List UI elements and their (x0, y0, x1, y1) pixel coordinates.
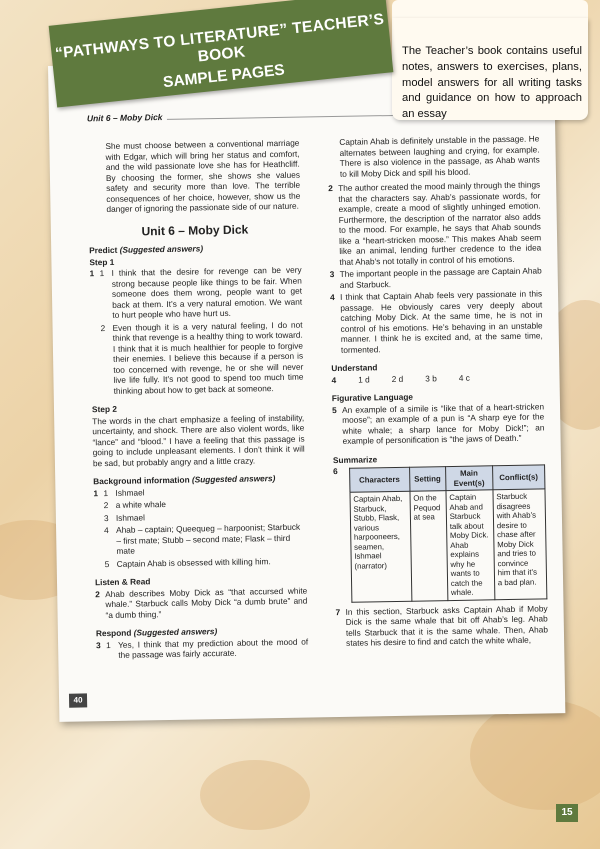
figurative-heading: Figurative Language (331, 391, 414, 404)
item-number: 5 (104, 558, 110, 569)
summarize-block (333, 462, 547, 606)
table-cell: Captain Ahab and Starbuck talk about Moby Dick. Ahab explains why he wants to catch the whale. (446, 490, 495, 600)
understand-answer: 1 d (358, 373, 370, 385)
background-sub: (Suggested answers) (191, 473, 276, 485)
background-item (94, 522, 307, 557)
page-number-right: 15 (556, 804, 578, 822)
banner-title: “PATHWAYS TO LITERATURE” TEACHER’S BOOK (54, 10, 385, 66)
description-note: The Teacher’s book contains useful notes, answers to exercises, plans, model answers for all writing tasks and guidance on how to approach an essay (392, 18, 588, 120)
answer-number: 1 (99, 268, 105, 279)
answer-text: Yes, I think that my prediction about the mood of the passage was fairly accurate. (118, 636, 309, 660)
table-cell: Starbuck disagrees with Ahab’s desire to chase after Moby Dick and tries to convince him that it’s a bad plan. (493, 489, 547, 599)
answer-text: The author created the mood mainly through the things that the characters say. Ahab’s passionate words, for example, create a mood of slightly unhinged emotion. Furthermore, the description of the narrator also adds to the mood. For example, he says that Ahab sounds like a “heart-stricken moose.” This makes Ahab seem like an animal, lending further credence to the idea that Ahab’s not totally in control of his emotions. (338, 179, 542, 267)
item-number: 4 (104, 525, 109, 536)
understand-heading: Understand (331, 362, 378, 374)
exercise-number: 7 (335, 606, 341, 617)
step1-answer-1 (90, 265, 303, 321)
listen-answer (95, 585, 308, 620)
exercise-number: 3 (96, 639, 101, 650)
answer-text: Even though it is a very natural feeling, I do not think that revenge is a healthy thing to work toward. I think that it is much healthier for people to forgive their enemies. I believe this because if a person is too concerned with revenge, he or she will never live life fully. It’s not good to spend too much time thinking about how to get back at someone. (112, 319, 304, 396)
banner-subtitle: SAMPLE PAGES (162, 61, 286, 92)
answer-text: The important people in the passage are Captain Ahab and Starbuck. (339, 265, 542, 290)
item-text: Captain Ahab is obsessed with killing him. (116, 555, 271, 569)
right-intro: Captain Ahab is definitely unstable in the passage. He alternates between laughing and crying, for example. There is also violence in the passage, as Ahab wants to kill Moby Dick and spill his blood. (339, 133, 540, 179)
respond-answer-3 (330, 265, 542, 290)
answer-text: Ahab describes Moby Dick as “that accursed white whale.” Starbuck calls Moby Dick “a dumb brute” and “a dumb thing.” (105, 585, 308, 620)
item-text: Ishmael (115, 486, 145, 498)
item-number: 3 (103, 512, 109, 523)
item-number: 1 (103, 487, 109, 498)
predict-label: Predict (89, 244, 120, 256)
table-header: Main Event(s) (445, 466, 492, 491)
table-cell: On the Pequod at sea (410, 491, 448, 601)
background-petal (200, 760, 310, 830)
answer-number: 2 (100, 322, 106, 333)
summarize-heading: Summarize (332, 453, 378, 465)
figurative-answer (332, 401, 545, 447)
intro-paragraph: She must choose between a conventional marriage with Edgar, which will bring her status and comfort, and the wild passionate love she has for Heathcliff. By choosing the former, she shows she values safety and security more than love. The terrible consequences of her choice, however, show us the danger of ignoring the passionate side of our nature. (105, 137, 301, 214)
table-header: Characters (349, 467, 409, 492)
predict-sub: (Suggested answers) (119, 243, 204, 255)
background-petal (470, 700, 600, 810)
answer-number: 1 (106, 639, 111, 650)
answer-number: 3 (329, 269, 335, 280)
note-box-tab (392, 0, 588, 20)
listen-heading: Listen & Read (94, 576, 151, 588)
table-header: Conflict(s) (492, 465, 545, 490)
respond-answer-4 (330, 288, 543, 355)
respond-answer-2 (328, 179, 541, 267)
understand-answer: 2 d (391, 373, 404, 384)
page-number-left: 40 (69, 693, 87, 707)
left-column (87, 138, 308, 663)
exercise-number: 1 (93, 487, 99, 498)
book-page (48, 57, 565, 722)
answer-text: An example of a simile is “like that of a heart-stricken moose”; an example of a pun is “A sharp eye for the white whale; a sharp lance for Moby Dick!”; an example of personification is “the jaws of Death.” (341, 400, 545, 446)
exercise-number: 4 (331, 374, 337, 385)
step1-answer-2 (90, 319, 303, 396)
table-row (350, 489, 547, 602)
step2-heading: Step 2 (91, 403, 117, 415)
running-head: Unit 6 – Moby Dick (86, 112, 163, 124)
item-text: a white whale (115, 499, 167, 510)
item-text: Ishmael (115, 511, 146, 523)
unit-title: Unit 6 – Moby Dick (141, 222, 249, 238)
summarize-answer-7 (335, 603, 548, 649)
table-header-row (349, 465, 545, 492)
respond-answer (96, 636, 308, 661)
item-number: 2 (103, 500, 109, 511)
exercise-number: 2 (95, 588, 100, 599)
summary-table (349, 464, 548, 602)
table-cell: Captain Ahab, Starbuck, Stubb, Flask, various harpooneers, seamen, Ishmael (narrator) (350, 491, 412, 602)
background-label: Background information (93, 474, 192, 487)
table-header: Setting (409, 467, 445, 492)
respond-sub: (Suggested answers) (133, 626, 218, 638)
answer-text: I think that Captain Ahab feels very passionate in this passage. He obviously cares very deeply about catching Moby Dick. At the same time, he is not in control of his emotions. He’s behaving in an unstable manner. I think he is excited and, at the same time, tormented. (339, 288, 543, 355)
answer-number: 2 (328, 183, 333, 194)
background-item (95, 555, 307, 569)
understand-answer: 4 c (458, 372, 470, 383)
answer-text: I think that the desire for revenge can be very strong because people like things to be fair. When someone does them wrong, people want to get back at them. It’s a very natural emotion. We want to hurt people who have hurt us. (111, 264, 303, 320)
answer-text: In this section, Starbuck asks Captain Ahab if Moby Dick is the same whale that bit off Ahab’s leg. Ahab tells Starbuck that it is the same whale. Then, Ahab states his desire to find and catch the white whale, (345, 602, 548, 648)
exercise-number: 1 (89, 268, 95, 279)
item-text: Ahab – captain; Queequeg – harpoonist; Starbuck – first mate; Stubb – second mate; Flask – third mate (116, 521, 301, 556)
understand-answer: 3 b (425, 372, 437, 383)
respond-label: Respond (95, 627, 134, 639)
step1-heading: Step 1 (89, 256, 115, 267)
right-column (327, 133, 548, 650)
exercise-number: 6 (333, 466, 338, 477)
exercise-number: 5 (331, 404, 337, 415)
answer-number: 4 (329, 292, 335, 303)
step2-text: The words in the chart emphasize a feeling of instability, uncertainty, and shock. There are also violent words, like “lance” and “blood.” I have a feeling that this passage is going to include unpleasant elements. I don’t think it will be sad, but probably angry and a little crazy. (92, 412, 305, 468)
